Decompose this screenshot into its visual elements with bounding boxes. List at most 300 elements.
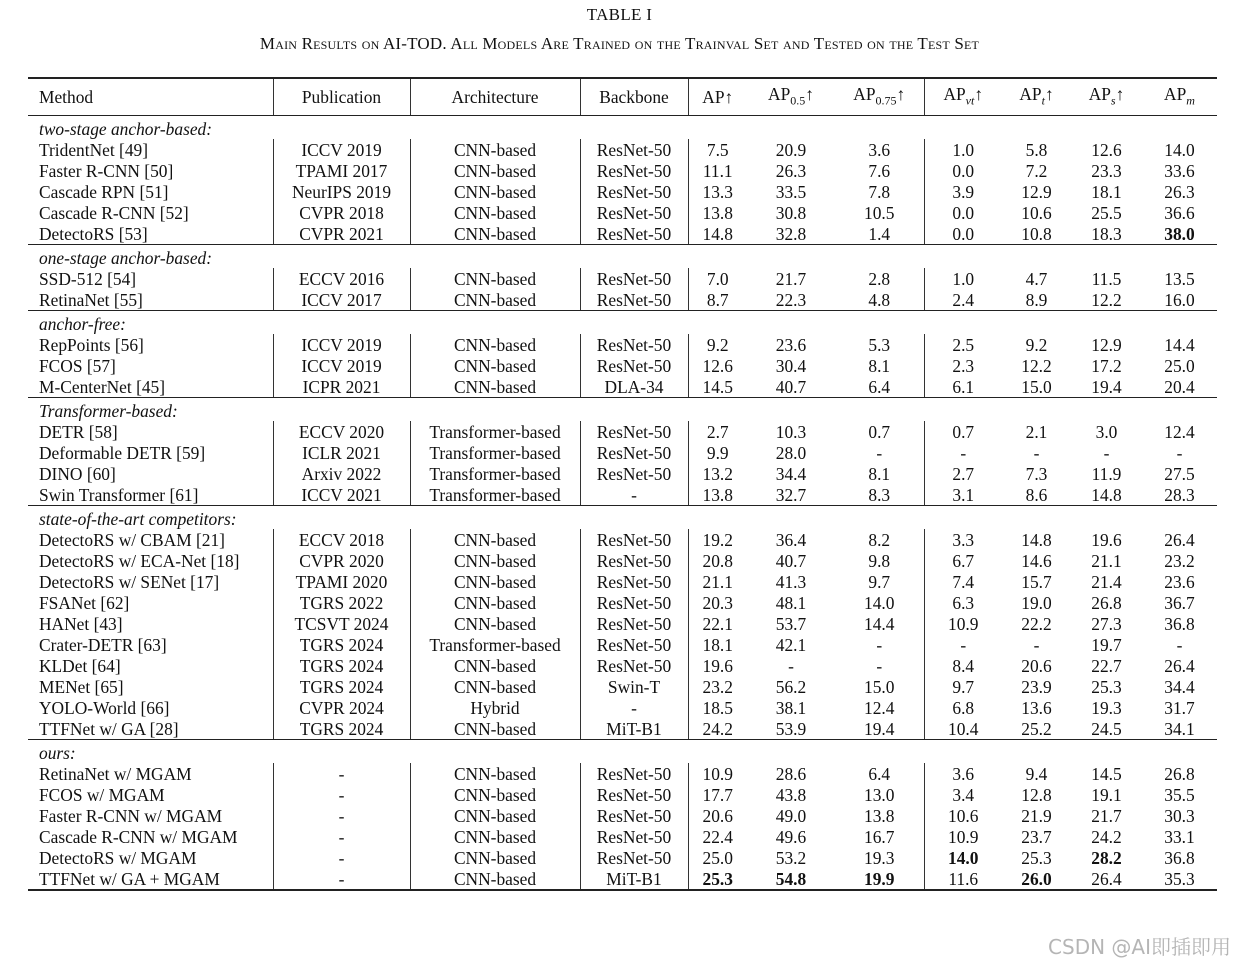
table-cell: 22.1 <box>702 613 733 634</box>
table-cell: 24.2 <box>688 718 747 740</box>
method-cell: Deformable DETR [59] <box>28 442 273 463</box>
table-cell: 25.5 <box>1091 202 1122 223</box>
table-cell: 35.5 <box>1164 784 1195 805</box>
table-cell: 26.8 <box>1091 592 1122 613</box>
table-cell: 19.4 <box>835 718 924 740</box>
table-cell: TCSVT 2024 <box>273 613 410 634</box>
table-cell: 2.8 <box>835 268 924 289</box>
table-row <box>28 676 1217 697</box>
table-cell: ResNet-50 <box>580 805 688 826</box>
table-cell: 7.2 <box>1025 160 1048 181</box>
table-row <box>28 355 1217 376</box>
table-cell: 9.7 <box>952 676 975 697</box>
col-header-ap50: $AP_{0.5}↑$ <box>747 78 835 116</box>
group-title: two-stage anchor-based: <box>39 118 213 139</box>
table-cell: CNN-based <box>410 763 580 784</box>
group-title: state-of-the-art competitors: <box>39 508 237 529</box>
table-cell: CNN-based <box>410 334 580 355</box>
table-cell: CNN-based <box>410 202 580 223</box>
method-cell: YOLO-World [66] <box>28 697 273 718</box>
table-cell: 36.8 <box>1164 847 1195 868</box>
table-cell: 8.4 <box>952 655 975 676</box>
table-row <box>28 826 1217 847</box>
table-cell: 15.0 <box>835 676 924 697</box>
table-cell: ResNet-50 <box>580 529 688 550</box>
table-cell: 10.8 <box>1002 223 1071 245</box>
table-cell: ResNet-50 <box>580 826 688 847</box>
table-cell: ResNet-50 <box>580 268 688 289</box>
table-cell: 19.3 <box>835 847 924 868</box>
method-cell: Swin Transformer [61] <box>28 484 273 506</box>
table-cell: 30.3 <box>1164 805 1195 826</box>
group-header-row <box>28 506 1217 530</box>
best-value: 14.0 <box>948 847 979 868</box>
table-cell: 9.2 <box>1025 334 1048 355</box>
table-cell: ICCV 2019 <box>273 355 410 376</box>
table-cell: 6.1 <box>924 376 1002 398</box>
table-cell: MiT-B1 <box>580 718 688 740</box>
table-cell: ResNet-50 <box>580 847 688 868</box>
col-header-architecture: Architecture <box>410 78 580 116</box>
table-cell: - <box>273 868 410 890</box>
table-cell: CNN-based <box>410 289 580 311</box>
table-cell: 14.5 <box>1091 763 1122 784</box>
table-cell: 0.7 <box>952 421 975 442</box>
table-cell: - <box>1033 442 1040 463</box>
table-row <box>28 550 1217 571</box>
table-cell: 2.1 <box>1025 421 1048 442</box>
table-row <box>28 763 1217 784</box>
table-cell: 20.4 <box>1142 376 1217 398</box>
table-cell: ResNet-50 <box>580 442 688 463</box>
table-cell: ICCV 2019 <box>273 334 410 355</box>
table-cell: 42.1 <box>775 634 807 655</box>
table-row <box>28 202 1217 223</box>
table-cell: 8.9 <box>1002 289 1071 311</box>
table-cell: Transformer-based <box>410 421 580 442</box>
table-cell: 56.2 <box>775 676 807 697</box>
table-cell: 10.4 <box>924 718 1002 740</box>
table-cell: CNN-based <box>410 181 580 202</box>
method-cell: Cascade R-CNN [52] <box>28 202 273 223</box>
method-cell: DetectoRS w/ MGAM <box>28 847 273 868</box>
watermark: CSDN @AI即插即用 <box>1048 935 1231 959</box>
table-cell: CNN-based <box>410 376 580 398</box>
table-row <box>28 139 1217 160</box>
method-cell: TTFNet w/ GA + MGAM <box>28 868 273 890</box>
method-cell: FSANet [62] <box>28 592 273 613</box>
group-header-row <box>28 311 1217 335</box>
table-cell: 31.7 <box>1164 697 1195 718</box>
table-row <box>28 289 1217 311</box>
method-cell: DETR [58] <box>28 421 273 442</box>
table-cell: Transformer-based <box>410 634 580 655</box>
table-cell: 22.4 <box>702 826 733 847</box>
col-header-ap75: $AP_{0.75}↑$ <box>835 78 924 116</box>
table-cell: 8.1 <box>835 463 924 484</box>
table-cell: 22.7 <box>1091 655 1122 676</box>
table-cell: CNN-based <box>410 847 580 868</box>
method-cell: TTFNet w/ GA [28] <box>28 718 273 740</box>
table-cell: ResNet-50 <box>580 139 688 160</box>
table-cell: 26.4 <box>1071 868 1142 890</box>
table-row <box>28 484 1217 506</box>
table-cell: 3.6 <box>952 763 975 784</box>
table-cell: - <box>273 805 410 826</box>
table-cell: 10.6 <box>948 805 979 826</box>
table-cell: 53.7 <box>775 613 807 634</box>
table-cell: 25.2 <box>1002 718 1071 740</box>
table-cell: 13.6 <box>1021 697 1052 718</box>
table-cell: - <box>273 847 410 868</box>
table-cell: 18.1 <box>1091 181 1122 202</box>
table-row <box>28 868 1217 890</box>
table-cell: - <box>835 634 924 655</box>
table-cell <box>688 868 747 890</box>
table-cell: 33.1 <box>1164 826 1195 847</box>
method-cell: DetectoRS [53] <box>28 223 273 245</box>
method-cell: FCOS [57] <box>28 355 273 376</box>
table-cell: 12.2 <box>1021 355 1052 376</box>
table-cell: TGRS 2022 <box>273 592 410 613</box>
method-cell: Cascade RPN [51] <box>28 181 273 202</box>
table-cell: CNN-based <box>410 139 580 160</box>
method-cell: M-CenterNet [45] <box>28 376 273 398</box>
table-cell: 7.5 <box>706 139 729 160</box>
method-cell: HANet [43] <box>28 613 273 634</box>
table-cell: CNN-based <box>410 655 580 676</box>
table-cell: 17.7 <box>702 784 733 805</box>
table-cell: CNN-based <box>410 355 580 376</box>
table-cell: - <box>273 784 410 805</box>
table-cell: 27.3 <box>1091 613 1122 634</box>
table-cell: ResNet-50 <box>580 571 688 592</box>
table-cell: NeurIPS 2019 <box>273 181 410 202</box>
table-cell: 30.8 <box>775 202 807 223</box>
table-cell: CVPR 2018 <box>273 202 410 223</box>
table-cell <box>835 868 924 890</box>
table-row <box>28 463 1217 484</box>
table-cell: 8.6 <box>1002 484 1071 506</box>
table-cell: CNN-based <box>410 160 580 181</box>
best-value: 28.2 <box>1091 847 1122 868</box>
table-cell: 8.1 <box>835 355 924 376</box>
table-cell: ResNet-50 <box>580 592 688 613</box>
table-cell: - <box>580 697 688 718</box>
method-cell: MENet [65] <box>28 676 273 697</box>
table-cell: 6.4 <box>835 376 924 398</box>
table-cell: 1.0 <box>952 268 975 289</box>
table-cell: 20.9 <box>775 139 807 160</box>
table-cell: 19.2 <box>702 529 733 550</box>
table-cell: 28.3 <box>1142 484 1217 506</box>
table-body <box>28 116 1217 891</box>
table-cell: 14.8 <box>1071 484 1142 506</box>
table-cell: 23.3 <box>1091 160 1122 181</box>
table-cell: ECCV 2018 <box>273 529 410 550</box>
table-cell <box>924 847 1002 868</box>
table-cell: 20.3 <box>702 592 733 613</box>
table-cell: 14.5 <box>688 376 747 398</box>
table-cell: 28.0 <box>775 442 807 463</box>
table-cell: 18.5 <box>702 697 733 718</box>
table-cell: 36.8 <box>1164 613 1195 634</box>
table-cell: 20.8 <box>702 550 733 571</box>
table-cell: 11.9 <box>1091 463 1122 484</box>
table-cell: 14.4 <box>1164 334 1195 355</box>
table-cell: 9.8 <box>835 550 924 571</box>
table-cell: 19.6 <box>1091 529 1122 550</box>
best-value: 26.0 <box>1021 868 1052 889</box>
table-cell: 14.4 <box>835 613 924 634</box>
table-cell: 26.3 <box>1164 181 1195 202</box>
table-cell: 0.0 <box>924 223 1002 245</box>
col-header-ap: AP↑ <box>688 78 747 116</box>
table-row <box>28 592 1217 613</box>
table-cell: ICPR 2021 <box>273 376 410 398</box>
table-cell: 34.1 <box>1142 718 1217 740</box>
table-cell: CNN-based <box>410 784 580 805</box>
table-cell: Transformer-based <box>410 463 580 484</box>
table-cell: 34.4 <box>775 463 807 484</box>
table-cell: 43.8 <box>775 784 807 805</box>
group-title: one-stage anchor-based: <box>39 247 213 268</box>
table-cell: ResNet-50 <box>580 634 688 655</box>
table-cell: 2.5 <box>952 334 975 355</box>
method-cell: RepPoints [56] <box>28 334 273 355</box>
table-cell: ICCV 2017 <box>273 289 410 311</box>
table-cell: 13.2 <box>702 463 733 484</box>
table-cell: 21.9 <box>1021 805 1052 826</box>
col-header-apm: $AP_m$ <box>1142 78 1217 116</box>
table-cell <box>1142 223 1217 245</box>
table-cell: 24.2 <box>1091 826 1122 847</box>
table-cell: ResNet-50 <box>580 289 688 311</box>
table-cell: 14.8 <box>688 223 747 245</box>
table-cell: 12.2 <box>1071 289 1142 311</box>
table-cell: ResNet-50 <box>580 334 688 355</box>
table-cell: 26.4 <box>1164 655 1195 676</box>
table-cell: 12.9 <box>1091 334 1122 355</box>
table-row <box>28 529 1217 550</box>
table-cell: 13.0 <box>835 784 924 805</box>
table-cell: 17.2 <box>1091 355 1122 376</box>
table-cell: 14.8 <box>1021 529 1052 550</box>
table-cell: 3.3 <box>952 529 975 550</box>
table-cell: CNN-based <box>410 718 580 740</box>
table-cell: CNN-based <box>410 550 580 571</box>
group-header-row <box>28 245 1217 269</box>
table-cell: TPAMI 2017 <box>273 160 410 181</box>
table-cell: 41.3 <box>775 571 807 592</box>
table-cell: 21.7 <box>775 268 807 289</box>
table-cell: 10.9 <box>702 763 733 784</box>
table-cell: CNN-based <box>410 805 580 826</box>
table-cell: 12.6 <box>1091 139 1122 160</box>
table-cell: 7.3 <box>1025 463 1048 484</box>
table-cell: 53.9 <box>747 718 835 740</box>
table-cell: 32.7 <box>747 484 835 506</box>
table-cell: 8.2 <box>835 529 924 550</box>
table-cell: 49.0 <box>775 805 807 826</box>
table-cell: 18.1 <box>702 634 733 655</box>
table-row <box>28 268 1217 289</box>
table-cell: 10.5 <box>835 202 924 223</box>
table-cell: MiT-B1 <box>580 868 688 890</box>
table-cell: 36.4 <box>775 529 807 550</box>
table-cell: 9.2 <box>706 334 729 355</box>
table-cell: Arxiv 2022 <box>273 463 410 484</box>
table-row <box>28 181 1217 202</box>
table-cell: 9.4 <box>1025 763 1048 784</box>
table-cell: 2.4 <box>924 289 1002 311</box>
method-cell: RetinaNet [55] <box>28 289 273 311</box>
table-row <box>28 634 1217 655</box>
table-cell: ResNet-50 <box>580 463 688 484</box>
method-cell: DetectoRS w/ CBAM [21] <box>28 529 273 550</box>
table-cell <box>747 868 835 890</box>
table-cell: 5.3 <box>835 334 924 355</box>
table-cell: ECCV 2020 <box>273 421 410 442</box>
table-cell <box>1002 868 1071 890</box>
table-cell: 19.1 <box>1091 784 1122 805</box>
table-cell: 14.0 <box>835 592 924 613</box>
best-value: 54.8 <box>775 868 807 889</box>
table-cell: ResNet-50 <box>580 613 688 634</box>
table-cell: CNN-based <box>410 868 580 890</box>
best-value: 25.3 <box>702 868 733 889</box>
table-cell: 6.3 <box>952 592 975 613</box>
table-cell: 49.6 <box>775 826 807 847</box>
table-cell: 10.9 <box>948 826 979 847</box>
group-header-row <box>28 740 1217 764</box>
table-row <box>28 421 1217 442</box>
table-cell: CVPR 2021 <box>273 223 410 245</box>
table-cell: 19.3 <box>1091 697 1122 718</box>
table-cell: 0.0 <box>952 202 975 223</box>
table-cell: 12.4 <box>1164 421 1195 442</box>
table-cell: TGRS 2024 <box>273 718 410 740</box>
table-row <box>28 784 1217 805</box>
table-cell: ResNet-50 <box>580 223 688 245</box>
table-cell: ICCV 2019 <box>273 139 410 160</box>
table-cell: ResNet-50 <box>580 355 688 376</box>
table-cell: 24.5 <box>1071 718 1142 740</box>
table-cell: 18.3 <box>1071 223 1142 245</box>
table-cell: 9.9 <box>706 442 729 463</box>
table-cell: 25.3 <box>1021 847 1052 868</box>
table-cell: ResNet-50 <box>580 550 688 571</box>
table-cell: - <box>835 442 924 463</box>
method-cell: DetectoRS w/ SENet [17] <box>28 571 273 592</box>
table-cell: - <box>1176 634 1183 655</box>
table-cell: 15.0 <box>1002 376 1071 398</box>
table-cell: 20.6 <box>1021 655 1052 676</box>
table-cell: 14.6 <box>1021 550 1052 571</box>
table-cell: 15.7 <box>1021 571 1052 592</box>
table-cell: 12.6 <box>702 355 733 376</box>
table-cell: 22.3 <box>747 289 835 311</box>
table-cell: - <box>835 655 924 676</box>
table-cell: 12.8 <box>1021 784 1052 805</box>
table-cell: TGRS 2024 <box>273 676 410 697</box>
table-cell: Swin-T <box>580 676 688 697</box>
table-row <box>28 697 1217 718</box>
table-cell: 35.3 <box>1142 868 1217 890</box>
table-cell: ECCV 2016 <box>273 268 410 289</box>
group-header-row <box>28 398 1217 422</box>
method-cell: SSD-512 [54] <box>28 268 273 289</box>
col-header-apvt: $AP_{vt}↑$ <box>924 78 1002 116</box>
table-cell: CNN-based <box>410 529 580 550</box>
table-cell: 10.3 <box>775 421 807 442</box>
table-row <box>28 805 1217 826</box>
table-cell: 10.6 <box>1021 202 1052 223</box>
table-cell: 53.2 <box>775 847 807 868</box>
method-cell: FCOS w/ MGAM <box>28 784 273 805</box>
table-cell: ResNet-50 <box>580 763 688 784</box>
table-cell: 13.5 <box>1164 268 1195 289</box>
table-row <box>28 847 1217 868</box>
table-cell: - <box>273 763 410 784</box>
table-row <box>28 571 1217 592</box>
table-cell: 5.8 <box>1025 139 1048 160</box>
table-cell: - <box>1033 634 1040 655</box>
table-cell: 3.6 <box>835 139 924 160</box>
table-cell: 13.8 <box>688 484 747 506</box>
table-cell: 6.4 <box>835 763 924 784</box>
table-cell: 23.2 <box>1164 550 1195 571</box>
table-cell: 19.7 <box>1091 634 1122 655</box>
table-cell: ResNet-50 <box>580 160 688 181</box>
table-cell: - <box>1176 442 1183 463</box>
table-cell: 26.8 <box>1164 763 1195 784</box>
table-cell: 4.7 <box>1025 268 1048 289</box>
table-cell: CNN-based <box>410 223 580 245</box>
method-cell: RetinaNet w/ MGAM <box>28 763 273 784</box>
table-cell: 10.9 <box>948 613 979 634</box>
table-cell: TGRS 2024 <box>273 634 410 655</box>
table-cell: ICLR 2021 <box>273 442 410 463</box>
table-cell: 28.6 <box>775 763 807 784</box>
table-cell: ResNet-50 <box>580 421 688 442</box>
table-row <box>28 223 1217 245</box>
table-cell: 38.1 <box>775 697 807 718</box>
table-cell: ResNet-50 <box>580 202 688 223</box>
table-cell: 32.8 <box>747 223 835 245</box>
table-cell: CNN-based <box>410 826 580 847</box>
table-row <box>28 655 1217 676</box>
table-cell: 14.0 <box>1164 139 1195 160</box>
table-cell: 7.8 <box>835 181 924 202</box>
col-header-backbone: Backbone <box>580 78 688 116</box>
table-cell: CNN-based <box>410 676 580 697</box>
table-cell: DLA-34 <box>580 376 688 398</box>
table-row <box>28 442 1217 463</box>
results-table <box>28 77 1217 891</box>
table-caption-title: Main Results on AI-TOD. All Models Are Trained on the Trainval Set and Tested on the Test Set <box>259 34 980 53</box>
table-cell: 22.2 <box>1021 613 1052 634</box>
table-cell: 0.7 <box>835 421 924 442</box>
method-cell: Faster R-CNN w/ MGAM <box>28 805 273 826</box>
table-cell: 33.6 <box>1164 160 1195 181</box>
table-cell: 12.4 <box>835 697 924 718</box>
table-cell: 2.7 <box>706 421 729 442</box>
table-cell: 3.1 <box>924 484 1002 506</box>
table-cell: 9.7 <box>835 571 924 592</box>
table-cell: ResNet-50 <box>580 181 688 202</box>
table-cell: - <box>960 634 967 655</box>
